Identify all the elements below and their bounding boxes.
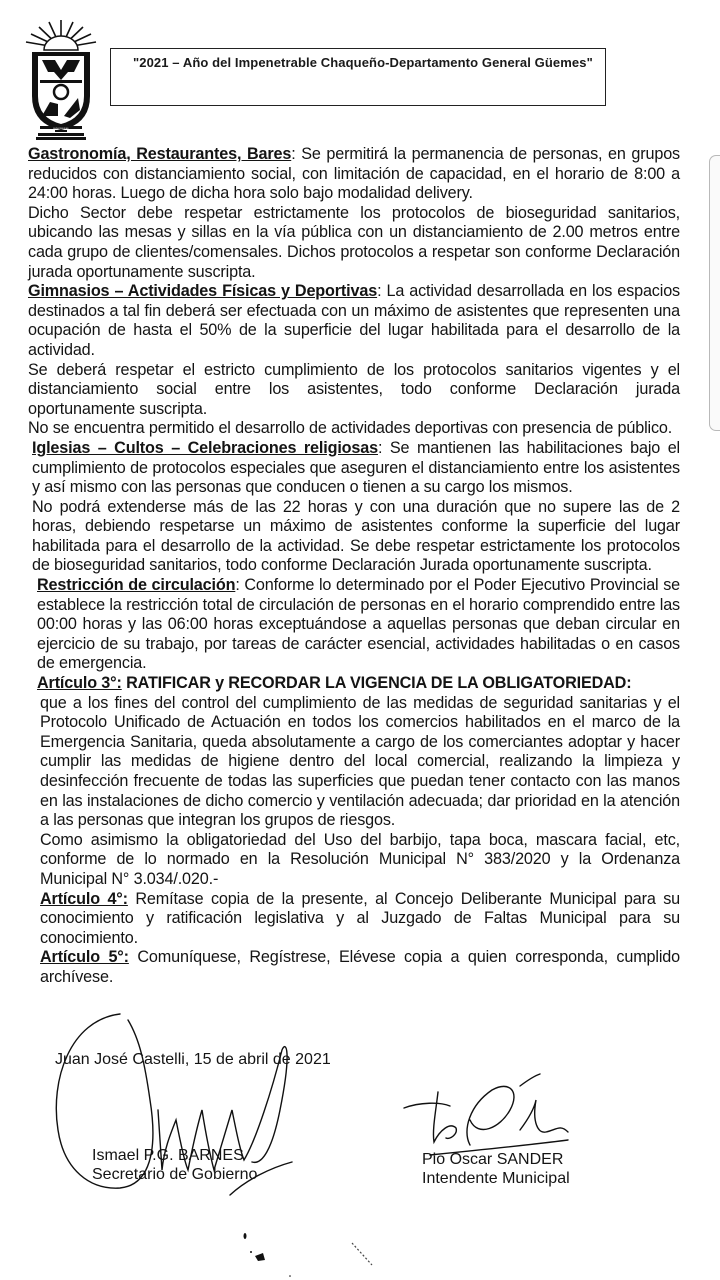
vertical-scrollbar[interactable] [709, 155, 720, 431]
paragraph: Se deberá respetar el estricto cumplimiento de los protocolos sanitarios vigentes y el distanciamiento social entre los asistentes, todo conforme Declaración jurada oportunamente suscripta. [28, 360, 680, 418]
document-body [28, 145, 680, 988]
logo-caption: MUNICIPALIDAD [53, 128, 69, 130]
paragraph: No podrá extenderse más de las 22 horas y con una duración que no supere las de 2 horas, debiendo respetarse un máximo de asistentes conforme la superficie del lugar habilitada para el desarrollo de la actividad. Se debe respetar estrictamente los protocolos de bioseguridad sanitarios, todo conforme Declaración Jurada oportunamente suscripta. [32, 497, 680, 575]
place-and-date: Juan José Castelli, 15 de abril de 2021 [55, 1051, 331, 1068]
section-heading: Gimnasios – Actividades Físicas y Deportivas [28, 282, 378, 301]
paragraph: que a los fines del control del cumplimiento de las medidas de seguridad sanitarias y el Protocolo Unificado de Actuación en todos los comercios habilitados en el marco de la Emergencia Sanitaria, queda absolutamente a cargo de los comerciantes adoptar y hacer cumplir las medidas de higiene dentro del local comercial, realizando la limpieza y desinfección frecuente de todas las superficies que puedan tener contacto con las manos en las instalaciones de dicho comercio y ventilación adecuada; dar prioridad en la atención a las personas que integran los grupos de riesgos. [40, 693, 680, 830]
signatory-name: Ismael P.G. BARNES [92, 1147, 244, 1164]
article-heading: Artículo 3°: [37, 674, 122, 693]
signatory-secretary [92, 1146, 257, 1184]
year-motto: "2021 – Año del Impenetrable Chaqueño-Departamento General Güemes" [133, 55, 593, 70]
section-heading: Iglesias – Cultos – Celebraciones religiosas [32, 438, 378, 457]
signatory-title: Intendente Municipal [422, 1170, 570, 1187]
article-4 [28, 890, 680, 949]
signatory-title: Secretario de Gobierno [92, 1166, 258, 1183]
section-restriccion [28, 576, 680, 674]
section-text: : Conforme lo determinado por el Poder Ejecutivo Provincial se establece la restricción total de circulación de personas en el horario comprendido entre las 00:00 horas y las 06:00 horas exceptuándose a aquellas personas que deban circular en ejercicio de su trabajo, por tareas de carácter esencial, actividades habilitadas o en casos de emergencia. [37, 576, 680, 673]
municipal-coat-of-arms-logo [22, 18, 100, 142]
article-text: Comuníquese, Regístrese, Elévese copia a quien corresponda, cumplido archívese. [40, 948, 681, 986]
section-heading: Gastronomía, Restaurantes, Bares [28, 145, 292, 163]
signatory-name: Pio Oscar SANDER [422, 1151, 564, 1168]
article-3-title [28, 674, 680, 694]
scan-artifacts [0, 1190, 720, 1280]
paragraph: Dicho Sector debe respetar estrictamente los protocolos de bioseguridad sanitarios, ubicando las mesas y sillas en la vía pública con un distanciamiento de 2.00 metros entre cada grupo de clientes/comensales. Dichos protocolos a respetar son conforme Declaración jurada oportunamente suscripta. [28, 203, 680, 281]
signatory-mayor [422, 1150, 570, 1188]
paragraph: No se encuentra permitido el desarrollo de actividades deportivas con presencia de público. [28, 419, 673, 438]
paragraph: Como asimismo la obligatoriedad del Uso del barbijo, tapa boca, mascara facial, etc, conforme de lo normado en la Resolución Municipal N° 383/2020 y la Ordenanza Municipal N° 3.034/.020.- [40, 830, 680, 888]
section-text: : La actividad desarrollada en los espacios destinados a tal fin deberá ser efectuada con un máximo de asistentes que representen una ocupación de hasta el 50% de la superficie del lugar habilitada para el desarrollo de la actividad. [28, 282, 680, 359]
section-iglesias [28, 439, 680, 498]
motto-header-box [110, 48, 606, 106]
article-5 [28, 948, 680, 987]
section-text: : Se permitirá la permanencia de personas, en grupos reducidos con distanciamiento social, con limitación de capacidad, en el horario de 8:00 a 24:00 horas. Luego de dicha hora solo bajo modalidad delivery. [28, 145, 680, 203]
article-text: Remítase copia de la presente, al Concejo Deliberante Municipal para su conocimiento y ratificación legislativa y al Juzgado de Faltas Municipal para su conocimiento. [40, 889, 681, 947]
section-heading: Restricción de circulación [37, 576, 236, 595]
section-gastronomia [28, 145, 680, 204]
article-title: RATIFICAR y RECORDAR LA VIGENCIA DE LA OBLIGATORIEDAD: [121, 674, 632, 693]
article-heading: Artículo 5°: [40, 948, 129, 967]
section-text: : Se mantienen las habilitaciones bajo el cumplimiento de protocolos especiales que aseguren el distanciamiento entre los asistentes y así mismo con las personas que conducen o tienen a su cargo los mismos. [32, 438, 681, 497]
article-heading: Artículo 4°: [40, 889, 128, 908]
section-gimnasios [28, 282, 680, 360]
